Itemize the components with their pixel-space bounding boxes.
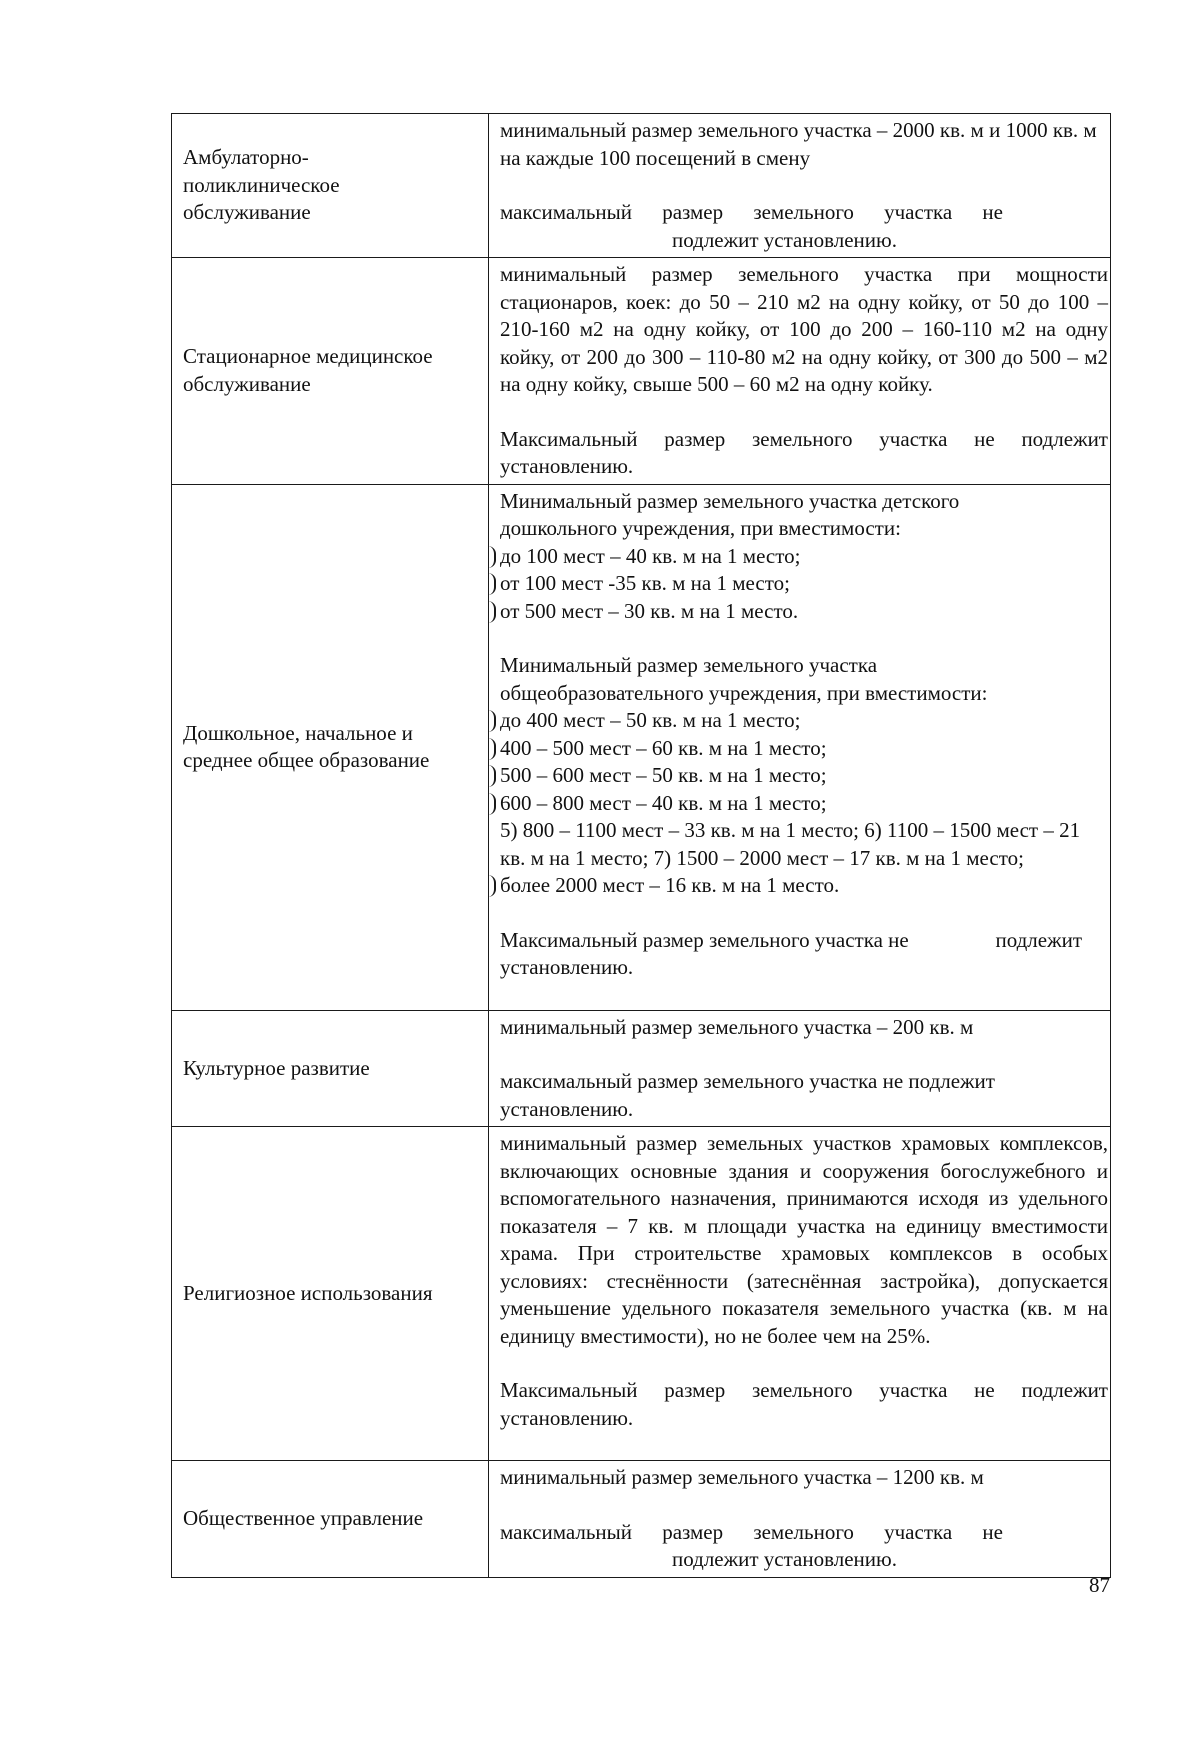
list-item <box>500 762 1108 790</box>
parameter-cell <box>489 1461 1111 1578</box>
table-row <box>172 1010 1111 1127</box>
max-word: участка <box>884 1519 953 1544</box>
list-number-fragment <box>488 793 496 815</box>
page-number: 87 <box>1089 1573 1110 1597</box>
list-item <box>500 598 1108 626</box>
spacer <box>500 399 1108 426</box>
land-use-name-cell <box>172 1127 489 1461</box>
list-item <box>500 872 1108 900</box>
spacer <box>500 1492 1108 1519</box>
table-row <box>172 258 1111 485</box>
max-size-text: Максимальный размер земельного участка не подлежит установлению. <box>500 1378 1108 1430</box>
list-number-fragment <box>488 875 496 897</box>
list-item <box>500 543 1108 571</box>
table-row <box>172 1127 1111 1461</box>
zoning-parameters-table <box>171 113 1111 1578</box>
list-item <box>500 707 1108 735</box>
land-use-name: Общественное управление <box>183 1506 424 1530</box>
parameter-cell <box>489 1010 1111 1127</box>
min-size-text: минимальный размер земельных участков храмовых комплексов, включающих основные здания и сооружения богослужебного и вспомогательного назначения, принимаются исходя из удельного показателя – 7 кв. м площади участка на единицу вместимости храма. При строительстве храмовых комплексов в особых условиях: стеснённости (затеснённая застройка), допускается уменьшение удельного показателя земельного участка (кв. м на единицу вместимости), но не более чем на 25%. <box>500 1131 1108 1348</box>
list-item-text: более 2000 мест – 16 кв. м на 1 место. <box>500 873 840 897</box>
max-word: максимальный <box>500 200 632 224</box>
max-size-text: Максимальный размер земельного участка не подлежит установлению. <box>500 426 1108 478</box>
land-use-name-cell <box>172 1461 489 1578</box>
list-item-text: 500 – 600 мест – 50 кв. м на 1 место; <box>500 763 827 787</box>
spacer <box>500 1041 1108 1068</box>
max-word: не <box>982 1519 1003 1544</box>
max-size-line <box>500 1519 1108 1547</box>
max-word: не <box>982 200 1003 224</box>
list-number-fragment <box>488 710 496 732</box>
list-item-text: от 100 мест -35 кв. м на 1 место; <box>500 571 790 595</box>
parameter-cell <box>489 1127 1111 1461</box>
list-number-fragment <box>488 601 496 623</box>
list-item-text: от 500 мест – 30 кв. м на 1 место. <box>500 598 799 623</box>
land-use-name-cell <box>172 258 489 485</box>
table-row <box>172 114 1111 258</box>
max-size-text: Максимальный размер земельного участка не <box>500 927 909 952</box>
min-size-text: минимальный размер земельного участка при мощности стационаров, коек: до 50 – 210 м2 на одну койку, от 50 до 100 – 210-160 м2 на одну койку, от 100 до 200 – 160-110 м2 на одну койку, от 200 до 300 – 110-80 м2 на одну койку, от 300 до 500 – м2 на одну койку, свыше 500 – 60 м2 на одну койку. <box>500 262 1108 396</box>
max-word: земельного <box>753 200 854 224</box>
list-item-text: 600 – 800 мест – 40 кв. м на 1 место; <box>500 790 827 815</box>
parameter-cell <box>489 258 1111 485</box>
list-item-text: до 100 мест – 40 кв. м на 1 место; <box>500 543 801 568</box>
list-item-text: 400 – 500 мест – 60 кв. м на 1 место; <box>500 735 827 760</box>
parameter-cell <box>489 114 1111 258</box>
list-item <box>500 570 1108 598</box>
max-size-line <box>500 199 1108 227</box>
preschool-title: Минимальный размер земельного участка детского дошкольного учреждения, при вместимости: <box>500 488 960 540</box>
min-size-text: минимальный размер земельного участка – 1200 кв. м <box>500 1465 984 1489</box>
list-number-fragment <box>488 738 496 760</box>
list-item <box>500 735 1108 763</box>
spacer <box>500 625 1108 652</box>
max-size-text: максимальный размер земельного участка не подлежит установлению. <box>500 1069 995 1121</box>
land-use-name-cell <box>172 114 489 258</box>
min-size-text: минимальный размер земельного участка – 2000 кв. м и 1000 кв. м на каждые 100 посещений в смену <box>500 118 1097 170</box>
max-size-line-continued: подлежит установлению. <box>672 227 897 252</box>
list-item-text: до 400 мест – 50 кв. м на 1 место; <box>500 708 801 732</box>
land-use-name-cell <box>172 1010 489 1127</box>
table-row <box>172 1461 1111 1578</box>
parameter-cell <box>489 484 1111 1010</box>
spacer <box>500 1350 1108 1377</box>
land-use-name: Стационарное медицинское обслуживание <box>183 344 433 396</box>
max-word: размер <box>662 200 724 224</box>
school-title: Минимальный размер земельного участка общеобразовательного учреждения, при вместимости: <box>500 653 988 705</box>
max-word: размер <box>662 1519 724 1544</box>
table-row <box>172 484 1111 1010</box>
max-size-line-continued: установлению. <box>500 955 634 979</box>
land-use-name: Дошкольное, начальное и среднее общее образование <box>183 720 430 772</box>
land-use-name: Культурное развитие <box>183 1055 370 1080</box>
land-use-name: Амбулаторно-поликлиническое обслуживание <box>183 145 340 225</box>
max-size-line <box>500 927 1108 955</box>
land-use-name: Религиозное использования <box>183 1280 433 1305</box>
list-number-fragment <box>488 573 496 595</box>
spacer <box>500 172 1108 199</box>
max-size-word: подлежит <box>995 927 1082 952</box>
max-word: земельного <box>753 1519 854 1544</box>
max-size-line-continued: подлежит установлению. <box>672 1547 897 1571</box>
list-number-fragment <box>488 546 496 568</box>
max-word: участка <box>884 200 953 224</box>
min-size-text: минимальный размер земельного участка – 200 кв. м <box>500 1014 974 1039</box>
spacer <box>500 900 1108 927</box>
list-item <box>500 790 1108 818</box>
school-inline-items: 5) 800 – 1100 мест – 33 кв. м на 1 место; 6) 1100 – 1500 мест – 21 кв. м на 1 место; 7) 1500 – 2000 мест – 17 кв. м на 1 место; <box>500 818 1081 870</box>
list-number-fragment <box>488 765 496 787</box>
land-use-name-cell <box>172 484 489 1010</box>
max-word: максимальный <box>500 1519 632 1544</box>
